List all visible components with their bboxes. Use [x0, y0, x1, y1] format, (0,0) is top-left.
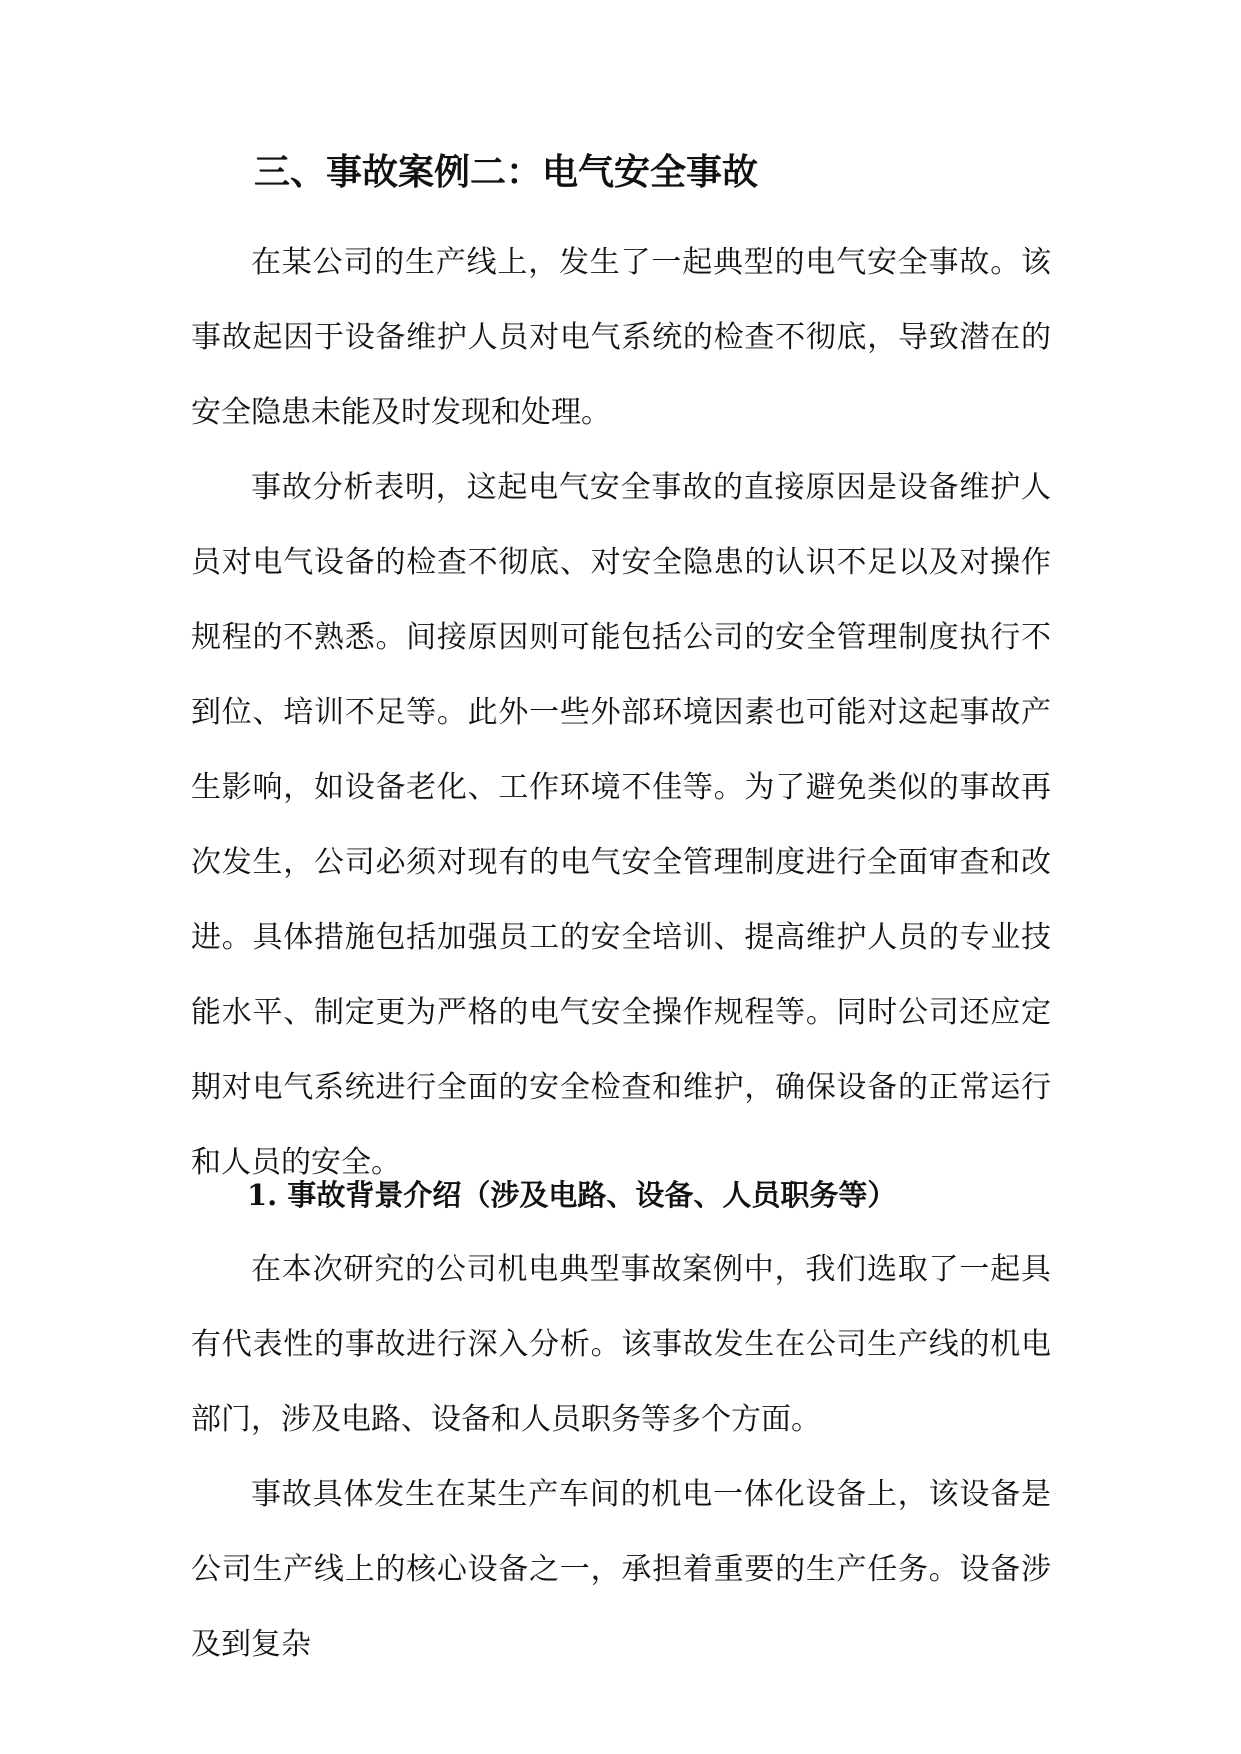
- paragraph-accident-overview: 在某公司的生产线上，发生了一起典型的电气安全事故。该事故起因于设备维护人员对电气系统的检查不彻底，导致潜在的安全隐患未能及时发现和处理。: [191, 245, 1051, 430]
- paragraph-case-selection: 在本次研究的公司机电典型事故案例中，我们选取了一起具有代表性的事故进行深入分析。该事故发生在公司生产线的机电部门，涉及电路、设备和人员职务等多个方面。: [191, 1252, 1051, 1437]
- section-heading: 三、事故案例二：电气安全事故: [254, 151, 759, 193]
- subsection-heading: 1. 事故背景介绍（涉及电路、设备、人员职务等）: [247, 1178, 897, 1212]
- paragraph-accident-location: 事故具体发生在某生产车间的机电一体化设备上，该设备是公司生产线上的核心设备之一，承担着重要的生产任务。设备涉及到复杂: [191, 1477, 1051, 1662]
- paragraph-accident-analysis: 事故分析表明，这起电气安全事故的直接原因是设备维护人员对电气设备的检查不彻底、对安全隐患的认识不足以及对操作规程的不熟悉。间接原因则可能包括公司的安全管理制度执行不到位、培训不足等。此外一些外部环境因素也可能对这起事故产生影响，如设备老化、工作环境不佳等。为了避免类似的事故再次发生，公司必须对现有的电气安全管理制度进行全面审查和改进。具体措施包括加强员工的安全培训、提高维护人员的专业技能水平、制定更为严格的电气安全操作规程等。同时公司还应定期对电气系统进行全面的安全检查和维护，确保设备的正常运行和人员的安全。: [191, 470, 1051, 1180]
